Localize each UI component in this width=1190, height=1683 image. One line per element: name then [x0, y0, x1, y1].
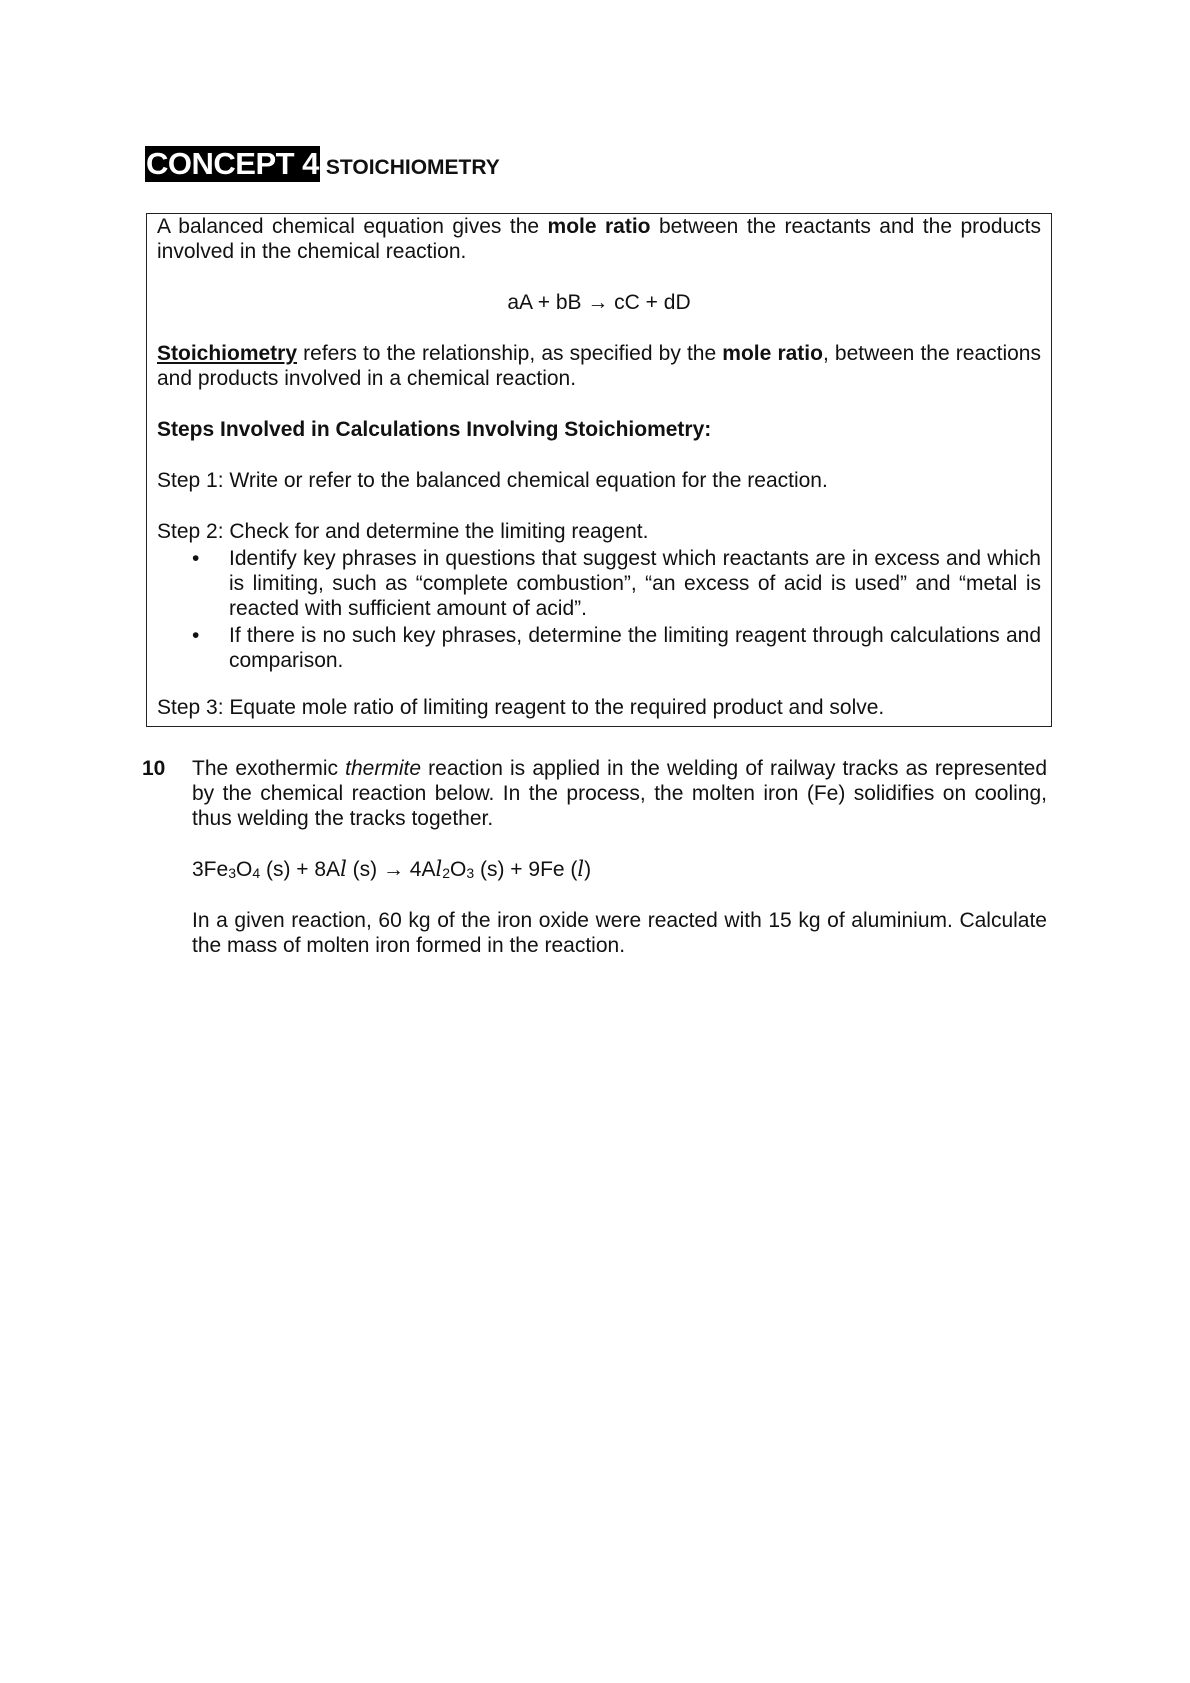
steps-heading: Steps Involved in Calculations Involving Stoichiometry:	[157, 418, 712, 441]
step-1: Step 1: Write or refer to the balanced chemical equation for the reaction.	[157, 469, 828, 492]
question-paragraph-2: In a given reaction, 60 kg of the iron oxide were reacted with 15 kg of aluminium. Calculate the mass of molten iron formed in the reaction.	[192, 909, 1047, 957]
question-paragraph-1	[192, 756, 1047, 831]
eq-part: O	[235, 858, 253, 881]
definition-term: Stoichiometry	[157, 342, 298, 365]
eq-part: 3Fe	[192, 858, 229, 881]
bullet-icon: •	[192, 547, 200, 570]
thermite-equation	[192, 857, 1047, 882]
step-2: Step 2: Check for and determine the limiting reagent.	[157, 520, 649, 543]
bullet-text: Identify key phrases in questions that suggest which reactants are in excess and which is limiting, such as “complete combustion”, “an excess of acid is used” and “metal is reacted with sufficient amount of acid”.	[229, 547, 1041, 620]
list-item	[157, 623, 1041, 673]
intro-paragraph	[157, 214, 1041, 264]
question-text-end: reaction is applied in the welding of railway tracks as represented by the chemical reaction below. In the process, the molten iron (Fe) solidifies on cooling, thus welding the tracks together.	[192, 757, 1048, 830]
eq-subscript: 4	[252, 865, 261, 881]
concept-title: STOICHIOMETRY	[325, 156, 500, 179]
step-2-bullet-list	[157, 546, 1041, 673]
eq-italic-l: l	[340, 857, 347, 881]
question-text: The exothermic	[192, 757, 346, 780]
eq-subscript: 3	[466, 865, 475, 881]
eq-subscript: 2	[442, 865, 450, 881]
eq-part: )	[584, 858, 592, 881]
eq-part: (s) → 4A	[346, 858, 436, 881]
eq-italic-l: l	[577, 857, 585, 881]
list-item	[157, 546, 1041, 621]
definition-text: refers to the relationship, as specified by the	[297, 342, 723, 365]
eq-subscript: 3	[228, 865, 236, 881]
question-10	[142, 756, 1047, 958]
definition-bold-term: mole ratio	[722, 342, 823, 365]
eq-part: (s) + 9Fe (	[474, 858, 578, 881]
general-equation: aA + bB → cC + dD	[507, 291, 691, 314]
bullet-text: If there is no such key phrases, determine the limiting reagent through calculations and comparison.	[229, 624, 1041, 672]
concept-summary-box	[146, 213, 1052, 727]
eq-italic-l: l	[435, 857, 443, 881]
question-body	[192, 756, 1047, 958]
concept-heading	[145, 146, 500, 182]
intro-text-end: between the reactants and the products involved in the chemical reaction.	[157, 215, 1042, 263]
bullet-icon: •	[192, 624, 200, 647]
question-italic-term: thermite	[345, 757, 422, 780]
eq-part: O	[450, 858, 467, 881]
definition-text-end: , between the reactions and products involved in a chemical reaction.	[157, 342, 1041, 390]
question-number: 10	[142, 757, 166, 780]
concept-tag: CONCEPT 4	[146, 146, 319, 181]
definition-paragraph	[157, 341, 1041, 391]
eq-part: (s) + 8A	[260, 858, 341, 881]
step-3: Step 3: Equate mole ratio of limiting reagent to the required product and solve.	[157, 696, 885, 719]
intro-text: A balanced chemical equation gives the	[157, 215, 548, 238]
intro-bold-term: mole ratio	[547, 215, 651, 238]
